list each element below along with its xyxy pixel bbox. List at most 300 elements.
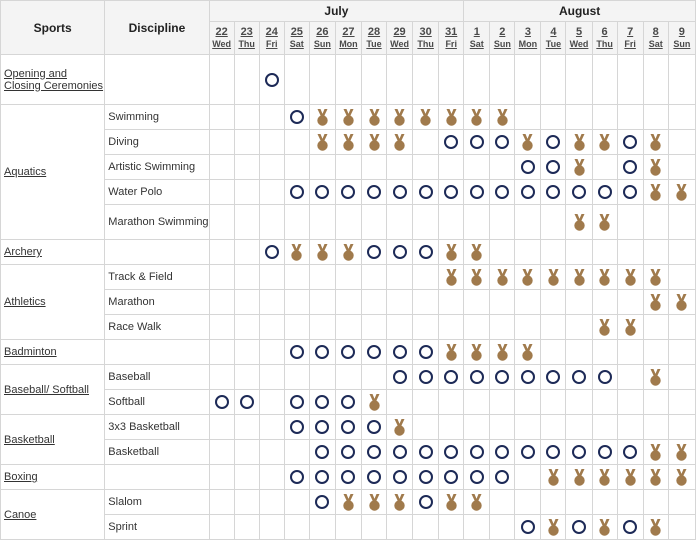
- day-cell: [361, 130, 386, 155]
- day-cell: [284, 490, 309, 515]
- medal-event-icon: [290, 244, 303, 261]
- day-cell: [515, 465, 541, 490]
- competition-icon: [623, 160, 637, 174]
- competition-icon: [367, 185, 381, 199]
- day-number[interactable]: 30: [419, 26, 432, 38]
- day-cell: [335, 105, 361, 130]
- day-cell: [234, 290, 259, 315]
- day-cell: [284, 365, 309, 390]
- day-cell: [668, 315, 695, 340]
- day-weekday[interactable]: Sat: [648, 39, 663, 49]
- day-number[interactable]: 3: [524, 26, 531, 38]
- day-cell: [592, 490, 617, 515]
- day-cell: [387, 465, 413, 490]
- medal-event-icon: [342, 134, 355, 151]
- day-cell: [309, 130, 335, 155]
- day-weekday[interactable]: Thu: [238, 39, 255, 49]
- day-cell: [209, 365, 234, 390]
- day-cell: [309, 155, 335, 180]
- day-cell: [387, 490, 413, 515]
- day-header[interactable]: [439, 22, 464, 55]
- day-header[interactable]: [515, 22, 541, 55]
- competition-icon: [393, 470, 407, 484]
- discipline-cell: Baseball: [105, 365, 209, 390]
- day-cell: [259, 465, 284, 490]
- day-cell: [209, 130, 234, 155]
- day-cell: [309, 415, 335, 440]
- day-cell: [259, 105, 284, 130]
- day-cell: [209, 440, 234, 465]
- competition-icon: [572, 370, 586, 384]
- day-weekday[interactable]: Tue: [366, 39, 382, 49]
- day-weekday[interactable]: Sun: [673, 39, 691, 49]
- day-cell: [259, 240, 284, 265]
- day-weekday[interactable]: Fri: [445, 39, 457, 49]
- competition-icon: [444, 185, 458, 199]
- medal-event-icon: [496, 269, 509, 286]
- medal-event-icon: [316, 244, 329, 261]
- day-cell: [439, 180, 464, 205]
- day-cell: [566, 155, 592, 180]
- competition-icon: [341, 345, 355, 359]
- day-header[interactable]: [668, 22, 695, 55]
- competition-icon: [598, 445, 612, 459]
- discipline-cell: Marathon Swimming: [105, 205, 209, 240]
- day-cell: [361, 440, 386, 465]
- day-cell: [259, 180, 284, 205]
- day-cell: [490, 105, 515, 130]
- day-cell: [643, 315, 668, 340]
- day-cell: [335, 390, 361, 415]
- day-cell: [413, 130, 439, 155]
- competition-icon: [521, 445, 535, 459]
- day-cell: [234, 130, 259, 155]
- day-cell: [617, 130, 643, 155]
- day-cell: [259, 290, 284, 315]
- day-cell: [668, 490, 695, 515]
- day-cell: [592, 155, 617, 180]
- day-cell: [413, 515, 439, 540]
- competition-icon: [290, 345, 304, 359]
- medal-event-icon: [445, 344, 458, 361]
- sport-cell: [1, 365, 105, 415]
- day-header[interactable]: [284, 22, 309, 55]
- day-weekday[interactable]: Fri: [265, 39, 278, 49]
- medal-event-icon: [598, 214, 611, 231]
- medal-event-icon: [496, 109, 509, 126]
- day-cell: [335, 290, 361, 315]
- day-number[interactable]: 6: [601, 26, 608, 38]
- competition-icon: [290, 470, 304, 484]
- competition-icon: [315, 470, 329, 484]
- day-number[interactable]: 25: [290, 26, 303, 38]
- medal-event-icon: [445, 109, 458, 126]
- day-header[interactable]: [464, 22, 490, 55]
- day-cell: [335, 265, 361, 290]
- sport-link[interactable]: Aquatics: [4, 166, 47, 178]
- medal-event-icon: [547, 269, 560, 286]
- day-cell: [284, 440, 309, 465]
- day-cell: [234, 365, 259, 390]
- day-number[interactable]: 9: [678, 26, 685, 38]
- sport-link[interactable]: Badminton: [4, 346, 57, 358]
- day-cell: [566, 415, 592, 440]
- day-cell: [617, 515, 643, 540]
- day-weekday[interactable]: Sat: [469, 39, 484, 49]
- medal-event-icon: [342, 244, 355, 261]
- day-header[interactable]: [335, 22, 361, 55]
- day-cell: [617, 205, 643, 240]
- schedule-row: [1, 390, 696, 415]
- day-cell: [439, 290, 464, 315]
- day-cell: [361, 340, 386, 365]
- day-cell: [515, 515, 541, 540]
- day-cell: [335, 155, 361, 180]
- day-cell: [309, 315, 335, 340]
- schedule-row: [1, 340, 696, 365]
- day-cell: [361, 55, 386, 105]
- competition-icon: [240, 395, 254, 409]
- day-cell: [668, 130, 695, 155]
- medal-event-icon: [470, 494, 483, 511]
- medal-event-icon: [598, 469, 611, 486]
- day-cell: [309, 265, 335, 290]
- competition-icon: [265, 245, 279, 259]
- day-cell: [643, 490, 668, 515]
- day-number[interactable]: 7: [627, 26, 634, 38]
- discipline-cell: Race Walk: [105, 315, 209, 340]
- discipline-cell: Diving: [105, 130, 209, 155]
- day-cell: [209, 240, 234, 265]
- day-cell: [234, 515, 259, 540]
- day-cell: [234, 415, 259, 440]
- competition-icon: [470, 185, 484, 199]
- day-number[interactable]: 2: [499, 26, 506, 38]
- medal-event-icon: [445, 269, 458, 286]
- competition-icon: [315, 395, 329, 409]
- sport-cell: [1, 240, 105, 265]
- day-weekday[interactable]: Thu: [417, 39, 434, 49]
- day-cell: [234, 440, 259, 465]
- medal-event-icon: [649, 269, 662, 286]
- day-weekday[interactable]: Sat: [289, 39, 304, 49]
- day-cell: [515, 315, 541, 340]
- day-cell: [515, 390, 541, 415]
- sport-link[interactable]: Basketball: [4, 433, 55, 446]
- day-cell: [668, 105, 695, 130]
- day-cell: [234, 55, 259, 105]
- day-header[interactable]: [209, 22, 234, 55]
- day-cell: [284, 515, 309, 540]
- day-cell: [566, 105, 592, 130]
- day-cell: [361, 205, 386, 240]
- medal-event-icon: [624, 319, 637, 336]
- day-cell: [668, 415, 695, 440]
- day-cell: [490, 415, 515, 440]
- day-cell: [387, 55, 413, 105]
- competition-icon: [419, 495, 433, 509]
- competition-icon: [393, 345, 407, 359]
- day-cell: [464, 105, 490, 130]
- day-cell: [259, 440, 284, 465]
- day-cell: [413, 240, 439, 265]
- day-cell: [566, 55, 592, 105]
- day-cell: [592, 55, 617, 105]
- medal-event-icon: [675, 184, 688, 201]
- day-cell: [413, 365, 439, 390]
- day-weekday[interactable]: Tue: [545, 39, 562, 49]
- day-cell: [284, 240, 309, 265]
- competition-icon: [419, 185, 433, 199]
- competition-icon: [444, 135, 458, 149]
- medal-event-icon: [316, 134, 329, 151]
- medal-event-icon: [624, 469, 637, 486]
- schedule-row: [1, 490, 696, 515]
- day-cell: [361, 315, 386, 340]
- day-cell: [335, 205, 361, 240]
- day-cell: [309, 205, 335, 240]
- day-number[interactable]: 31: [445, 26, 458, 38]
- day-cell: [209, 415, 234, 440]
- day-cell: [592, 515, 617, 540]
- day-header[interactable]: [592, 22, 617, 55]
- medal-event-icon: [573, 159, 586, 176]
- day-cell: [209, 205, 234, 240]
- competition-icon: [419, 345, 433, 359]
- competition-icon: [444, 370, 458, 384]
- day-number[interactable]: 22: [215, 26, 228, 38]
- day-cell: [309, 515, 335, 540]
- day-cell: [464, 240, 490, 265]
- day-cell: [464, 390, 490, 415]
- day-cell: [387, 130, 413, 155]
- discipline-cell: Sprint: [105, 515, 209, 540]
- day-cell: [617, 155, 643, 180]
- day-weekday[interactable]: Mon: [518, 39, 538, 49]
- day-number[interactable]: 8: [652, 26, 659, 38]
- day-cell: [643, 465, 668, 490]
- schedule-row: [1, 105, 696, 130]
- day-cell: [439, 130, 464, 155]
- day-cell: [439, 515, 464, 540]
- day-cell: [668, 440, 695, 465]
- day-number[interactable]: 5: [575, 26, 583, 38]
- day-weekday[interactable]: Wed: [390, 39, 409, 49]
- day-cell: [541, 465, 566, 490]
- day-header[interactable]: [387, 22, 413, 55]
- day-cell: [490, 290, 515, 315]
- day-header[interactable]: [490, 22, 515, 55]
- day-header[interactable]: [234, 22, 259, 55]
- sport-link[interactable]: Canoe: [4, 508, 37, 521]
- day-cell: [566, 365, 592, 390]
- day-cell: [668, 340, 695, 365]
- day-cell: [259, 490, 284, 515]
- day-cell: [284, 465, 309, 490]
- day-header[interactable]: [617, 22, 643, 55]
- competition-icon: [623, 185, 637, 199]
- day-cell: [617, 55, 643, 105]
- day-header[interactable]: [259, 22, 284, 55]
- day-header[interactable]: [566, 22, 592, 55]
- day-number[interactable]: 23: [240, 26, 253, 38]
- day-cell: [515, 415, 541, 440]
- day-cell: [335, 440, 361, 465]
- day-cell: [515, 205, 541, 240]
- day-cell: [643, 205, 668, 240]
- day-weekday[interactable]: Wed: [569, 39, 589, 49]
- day-weekday[interactable]: Thu: [596, 39, 613, 49]
- day-cell: [592, 130, 617, 155]
- competition-icon: [367, 445, 381, 459]
- day-cell: [566, 290, 592, 315]
- competition-icon: [341, 445, 355, 459]
- day-cell: [490, 130, 515, 155]
- day-cell: [541, 55, 566, 105]
- medal-event-icon: [649, 184, 662, 201]
- competition-icon: [367, 345, 381, 359]
- day-number[interactable]: 29: [393, 26, 406, 38]
- day-number[interactable]: 4: [550, 26, 557, 38]
- medal-event-icon: [470, 244, 483, 261]
- day-header[interactable]: [643, 22, 668, 55]
- day-cell: [566, 240, 592, 265]
- competition-icon: [598, 370, 612, 384]
- day-cell: [335, 340, 361, 365]
- day-cell: [209, 265, 234, 290]
- discipline-column-header: Discipline: [105, 1, 209, 55]
- discipline-cell: 3x3 Basketball: [105, 415, 209, 440]
- day-header[interactable]: [309, 22, 335, 55]
- medal-event-icon: [393, 109, 406, 126]
- day-cell: [284, 415, 309, 440]
- competition-icon: [546, 445, 560, 459]
- competition-icon: [572, 185, 586, 199]
- day-cell: [439, 105, 464, 130]
- day-weekday[interactable]: Sun: [313, 39, 331, 49]
- sport-link[interactable]: Boxing: [4, 471, 38, 483]
- day-number[interactable]: 27: [342, 26, 355, 38]
- schedule-row: [1, 205, 696, 240]
- day-cell: [643, 55, 668, 105]
- sport-link[interactable]: Baseball/ Softball: [4, 383, 89, 396]
- medal-event-icon: [649, 134, 662, 151]
- day-cell: [361, 290, 386, 315]
- day-cell: [259, 415, 284, 440]
- day-number[interactable]: 24: [265, 26, 278, 38]
- day-number[interactable]: 28: [367, 26, 381, 38]
- day-cell: [541, 365, 566, 390]
- day-cell: [439, 205, 464, 240]
- day-cell: [617, 490, 643, 515]
- sport-link[interactable]: Opening and Closing Ceremonies: [4, 67, 104, 92]
- day-weekday[interactable]: Wed: [212, 39, 232, 49]
- day-header[interactable]: [541, 22, 566, 55]
- competition-icon: [393, 185, 407, 199]
- day-cell: [643, 340, 668, 365]
- day-weekday[interactable]: Sun: [493, 39, 511, 49]
- sport-cell: [1, 55, 105, 105]
- day-cell: [335, 415, 361, 440]
- day-weekday[interactable]: Fri: [624, 39, 636, 49]
- day-cell: [566, 515, 592, 540]
- competition-icon: [470, 135, 484, 149]
- day-cell: [413, 340, 439, 365]
- medal-event-icon: [470, 269, 483, 286]
- medal-event-icon: [649, 159, 662, 176]
- sport-link[interactable]: Athletics: [4, 296, 46, 308]
- day-cell: [234, 390, 259, 415]
- day-cell: [209, 55, 234, 105]
- day-cell: [643, 180, 668, 205]
- day-cell: [361, 105, 386, 130]
- day-cell: [490, 340, 515, 365]
- competition-icon: [521, 520, 535, 534]
- discipline-cell: Artistic Swimming: [105, 155, 209, 180]
- competition-icon: [419, 445, 433, 459]
- competition-icon: [315, 345, 329, 359]
- medal-event-icon: [368, 109, 381, 126]
- day-cell: [617, 315, 643, 340]
- day-cell: [439, 365, 464, 390]
- medal-event-icon: [393, 134, 406, 151]
- day-cell: [490, 515, 515, 540]
- day-header[interactable]: [413, 22, 439, 55]
- medal-event-icon: [368, 494, 381, 511]
- day-cell: [284, 315, 309, 340]
- day-cell: [541, 205, 566, 240]
- day-cell: [361, 515, 386, 540]
- sport-cell: [1, 340, 105, 365]
- day-cell: [284, 55, 309, 105]
- day-cell: [413, 105, 439, 130]
- day-cell: [643, 105, 668, 130]
- medal-event-icon: [496, 344, 509, 361]
- competition-icon: [444, 445, 458, 459]
- discipline-cell: [105, 55, 209, 105]
- schedule-row: [1, 465, 696, 490]
- competition-icon: [393, 245, 407, 259]
- competition-icon: [290, 110, 304, 124]
- competition-icon: [521, 370, 535, 384]
- day-cell: [439, 265, 464, 290]
- sport-link[interactable]: Archery: [4, 246, 42, 258]
- day-cell: [617, 390, 643, 415]
- schedule-row: [1, 415, 696, 440]
- day-cell: [592, 340, 617, 365]
- day-cell: [413, 415, 439, 440]
- medal-event-icon: [342, 109, 355, 126]
- day-cell: [566, 265, 592, 290]
- day-cell: [413, 155, 439, 180]
- sport-cell: [1, 415, 105, 465]
- day-weekday[interactable]: Mon: [339, 39, 358, 49]
- day-header[interactable]: [361, 22, 386, 55]
- day-cell: [541, 240, 566, 265]
- day-cell: [413, 390, 439, 415]
- day-number[interactable]: 1: [473, 26, 480, 38]
- medal-event-icon: [675, 294, 688, 311]
- day-number[interactable]: 26: [316, 26, 329, 38]
- discipline-cell: Swimming: [105, 105, 209, 130]
- schedule-row: [1, 265, 696, 290]
- day-cell: [515, 180, 541, 205]
- day-cell: [541, 315, 566, 340]
- medal-event-icon: [470, 109, 483, 126]
- day-cell: [413, 465, 439, 490]
- day-cell: [335, 515, 361, 540]
- day-cell: [335, 365, 361, 390]
